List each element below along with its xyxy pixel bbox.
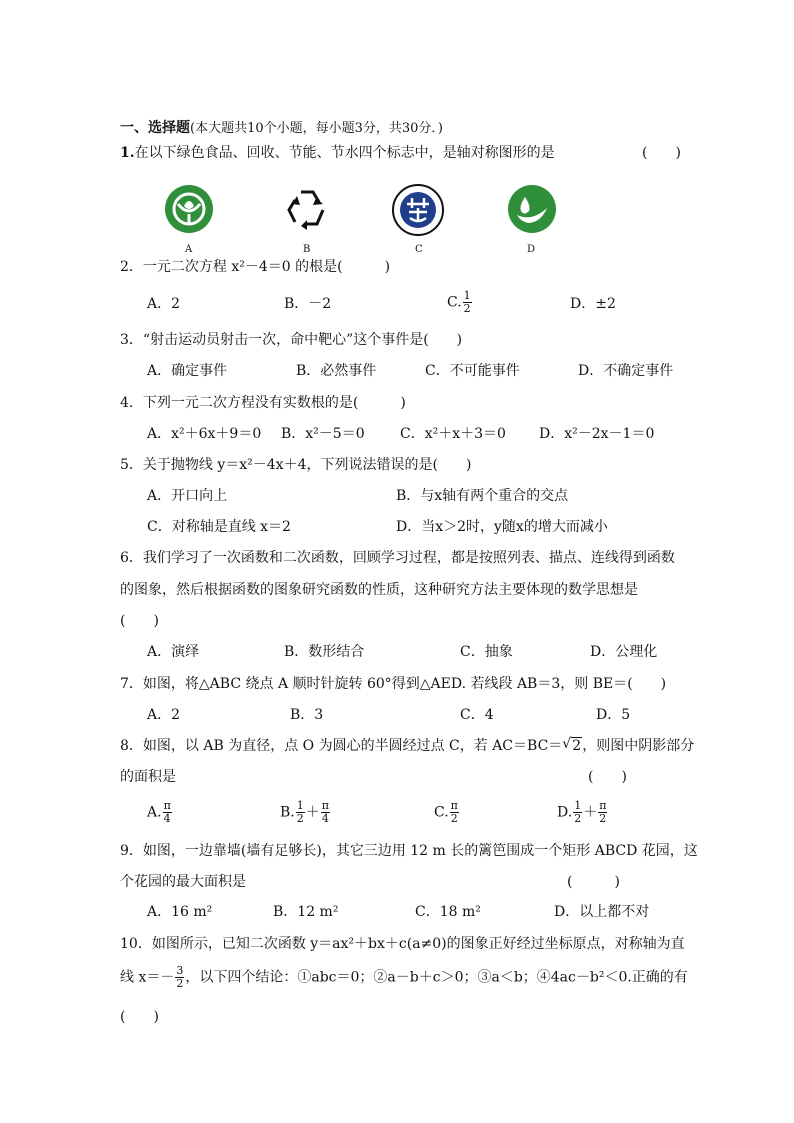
energy-saving-icon xyxy=(392,184,444,236)
fraction xyxy=(321,800,330,825)
numerator: 1 xyxy=(574,799,582,812)
option-4d: D．x²－2x－1＝0 xyxy=(539,426,655,442)
question-8-paren: ( ) xyxy=(588,769,627,785)
question-10-line2-post: ，以下四个结论：①abc＝0；②a－b＋c＞0；③a＜b；④4ac－b²＜0.正确的有 xyxy=(185,969,688,986)
option-5b: B．与x轴有两个重合的交点 xyxy=(396,488,569,504)
denominator: 2 xyxy=(450,812,458,825)
question-10-line1: 10．如图所示，已知二次函数 y＝ax²＋bx＋c(a≠0)的图象正好经过坐标原点，对称轴为直 xyxy=(120,936,685,952)
option-3d: D．不确定事件 xyxy=(578,363,674,379)
denominator: 4 xyxy=(163,812,171,825)
question-2-stem: 2．一元二次方程 x²－4＝0 的根是( ) xyxy=(120,259,391,275)
option-4a: A．x²＋6x＋9＝0 xyxy=(147,426,262,442)
option-9b: B．12 m² xyxy=(273,904,339,920)
radicand: 2 xyxy=(572,738,582,754)
question-4-stem: 4．下列一元二次方程没有实数根的是( ) xyxy=(120,395,406,411)
option-8b-prefix: B. xyxy=(280,804,295,821)
option-6d: D．公理化 xyxy=(590,644,658,660)
section-title: 一、选择题 xyxy=(120,120,190,136)
option-5a: A．开口向上 xyxy=(147,488,228,504)
caption-c: C xyxy=(415,244,423,255)
numerator: π xyxy=(321,799,329,812)
question-9-line2: 个花园的最大面积是 xyxy=(120,874,246,890)
option-9d: D．以上都不对 xyxy=(554,904,650,920)
numerator: 1 xyxy=(296,799,304,812)
question-10-line2-pre: 线 x＝－ xyxy=(120,969,175,986)
option-4b: B．x²－5＝0 xyxy=(281,426,365,442)
question-8-stem-post: ，则图中阴影部分 xyxy=(582,738,695,754)
question-1-paren: ( ) xyxy=(642,145,681,161)
question-6-paren: ( ) xyxy=(120,613,159,629)
radical-sign: √ xyxy=(562,736,572,752)
numerator: π xyxy=(163,799,171,812)
question-5-stem: 5．关于抛物线 y＝x²－4x＋4，下列说法错误的是( ) xyxy=(120,457,472,473)
option-9a: A．16 m² xyxy=(147,904,213,920)
denominator: 2 xyxy=(296,812,304,825)
option-8a xyxy=(147,800,173,825)
question-8-stem-pre: 8．如图，以 AB 为直径，点 O 为圆心的半圆经过点 C，若 AC＝BC＝ xyxy=(120,738,563,754)
option-5c: C．对称轴是直线 x＝2 xyxy=(147,519,291,535)
question-6-line1: 6．我们学习了一次函数和二次函数，回顾学习过程，都是按照列表、描点、连线得到函数 xyxy=(120,550,675,566)
water-saving-icon xyxy=(507,184,557,234)
denominator: 2 xyxy=(463,302,471,315)
option-7c: C．4 xyxy=(460,707,494,723)
caption-a: A xyxy=(185,244,193,255)
question-1-number: 1. xyxy=(120,145,135,161)
option-6c: C．抽象 xyxy=(460,644,513,660)
option-7a: A．2 xyxy=(147,707,181,723)
option-9c: C．18 m² xyxy=(415,904,481,920)
numerator: π xyxy=(599,799,607,812)
caption-d: D xyxy=(527,244,536,255)
question-10-line2 xyxy=(120,965,688,990)
option-2c xyxy=(447,290,473,315)
section-heading xyxy=(120,119,443,138)
sqrt xyxy=(562,737,582,755)
green-food-icon xyxy=(164,184,214,234)
option-2a: A．2 xyxy=(147,296,181,312)
numerator: 3 xyxy=(176,964,184,977)
option-8d xyxy=(557,800,608,825)
question-1-stem: 在以下绿色食品、回收、节能、节水四个标志中，是轴对称图形的是 xyxy=(134,145,555,161)
option-8c-prefix: C. xyxy=(434,804,449,821)
option-5d: D．当x＞2时，y随x的增大而减小 xyxy=(396,519,608,535)
option-6b: B．数形结合 xyxy=(284,644,365,660)
caption-b: B xyxy=(303,244,311,255)
fraction xyxy=(573,800,582,825)
question-10-paren: ( ) xyxy=(120,1009,159,1025)
question-7-stem: 7．如图，将△ABC 绕点 A 顺时针旋转 60°得到△AED. 若线段 AB＝3，则 BE＝( ) xyxy=(120,676,667,692)
fraction xyxy=(598,800,607,825)
option-3c: C．不可能事件 xyxy=(425,363,520,379)
option-3b: B．必然事件 xyxy=(296,363,377,379)
option-8a-prefix: A. xyxy=(147,804,162,821)
denominator: 2 xyxy=(574,812,582,825)
denominator: 2 xyxy=(176,977,184,990)
option-2b: B．－2 xyxy=(284,296,332,312)
option-2c-prefix: C. xyxy=(447,294,462,311)
question-8-line1 xyxy=(120,737,694,755)
option-8c xyxy=(434,800,460,825)
plus-sign: ＋ xyxy=(305,804,320,821)
question-8-line2: 的面积是 xyxy=(120,769,176,785)
fraction xyxy=(296,800,305,825)
option-3a: A．确定事件 xyxy=(147,363,228,379)
fraction xyxy=(163,800,172,825)
option-7b: B．3 xyxy=(290,707,324,723)
fraction xyxy=(175,965,184,990)
option-7d: D．5 xyxy=(596,707,631,723)
option-8b xyxy=(280,800,331,825)
numerator: π xyxy=(450,799,458,812)
option-8d-prefix: D. xyxy=(557,804,573,821)
question-3-stem: 3．“射击运动员射击一次，命中靶心”这个事件是( ) xyxy=(120,332,463,348)
option-6a: A．演绎 xyxy=(147,644,200,660)
fraction xyxy=(450,800,459,825)
question-1 xyxy=(120,144,555,162)
denominator: 4 xyxy=(321,812,329,825)
question-9-paren: ( ) xyxy=(567,874,620,890)
plus-sign: ＋ xyxy=(583,804,598,821)
numerator: 1 xyxy=(463,289,471,302)
recycle-icon xyxy=(283,186,331,232)
option-4c: C．x²＋x＋3＝0 xyxy=(400,426,506,442)
option-2d: D．±2 xyxy=(570,296,616,312)
denominator: 2 xyxy=(599,812,607,825)
fraction xyxy=(463,290,472,315)
section-note: (本大题共10个小题，每小题3分，共30分．) xyxy=(190,121,443,136)
question-6-line2: 的图象，然后根据函数的图象研究函数的性质，这种研究方法主要体现的数学思想是 xyxy=(120,582,638,598)
question-9-line1: 9．如图，一边靠墙(墙有足够长)，其它三边用 12 m 长的篱笆围成一个矩形 ABCD 花园，这 xyxy=(120,843,698,859)
